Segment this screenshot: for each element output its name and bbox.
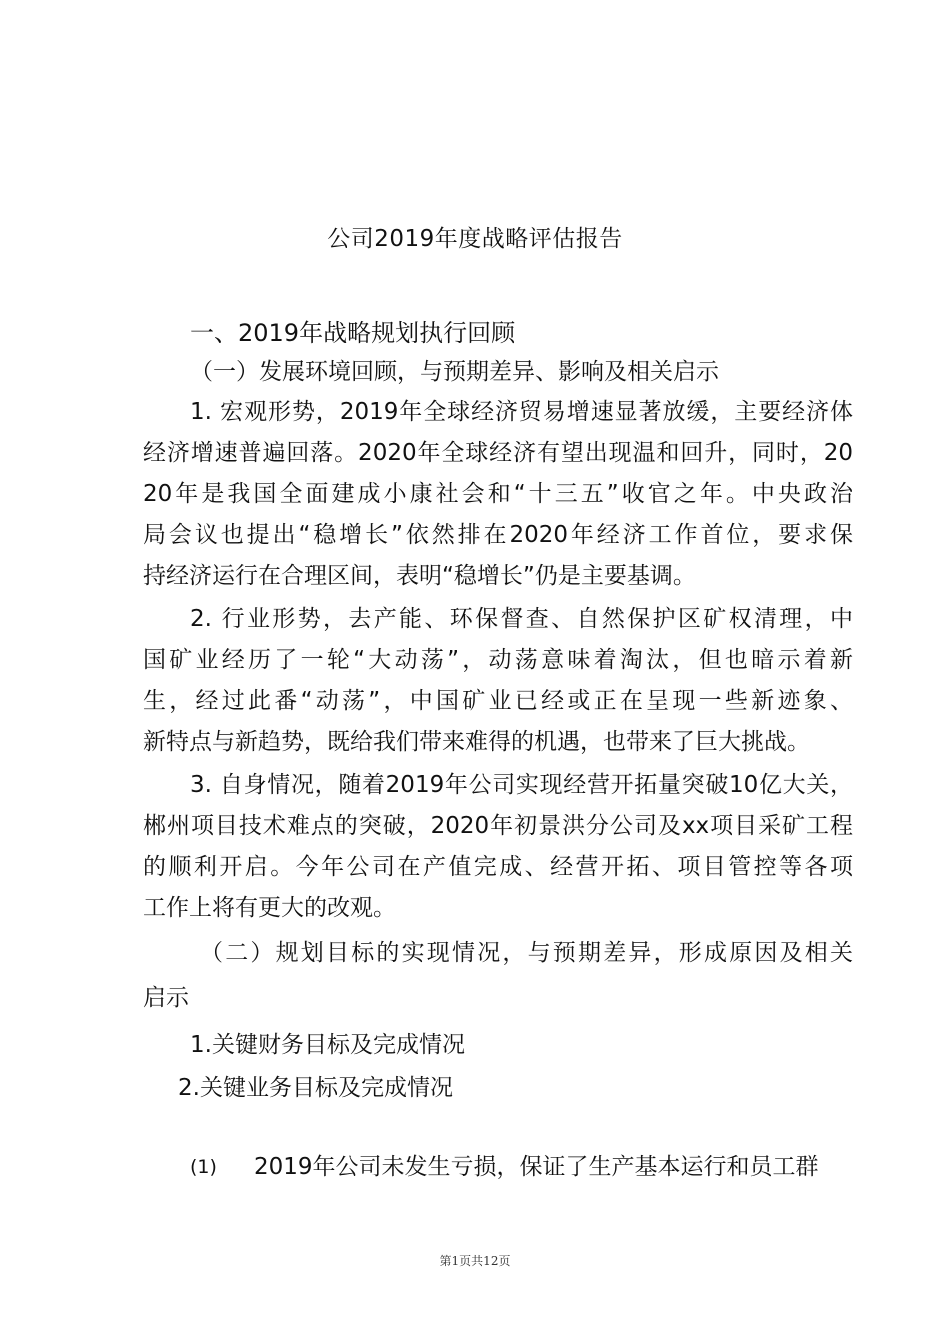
paragraph-line: 的顺利开启。今年公司在产值完成、经营开拓、项目管控等各项 (143, 854, 853, 880)
list-item: 2.关键业务目标及完成情况 (178, 1075, 453, 1101)
list-item: 1.关键财务目标及完成情况 (190, 1032, 465, 1058)
paragraph-line: 工作上将有更大的改观。 (143, 895, 396, 921)
paragraph-line: 郴州项目技术难点的突破，2020年初景洪分公司及xx项目采矿工程 (143, 813, 853, 839)
subsection-heading: （一）发展环境回顾，与预期差异、影响及相关启示 (190, 359, 719, 385)
paragraph-line: 1. 宏观形势，2019年全球经济贸易增速显著放缓，主要经济体 (190, 399, 853, 425)
page-footer: 第1页共12页 (439, 1254, 511, 1268)
section-heading: 一、2019年战略规划执行回顾 (190, 319, 516, 347)
paragraph-line: 3. 自身情况，随着2019年公司实现经营开拓量突破10亿大关， (190, 772, 853, 798)
paragraph-line: 新特点与新趋势，既给我们带来难得的机遇，也带来了巨大挑战。 (143, 729, 810, 755)
paragraph-line: 启示 (143, 985, 189, 1011)
paragraph-line: 国矿业经历了一轮“大动荡”，动荡意味着淘汰，但也暗示着新 (143, 647, 853, 673)
document-title: 公司2019年度战略评估报告 (327, 226, 623, 252)
paragraph-line: 2. 行业形势，去产能、环保督查、自然保护区矿权清理，中 (190, 606, 853, 632)
paragraph-line: 局会议也提出“稳增长”依然排在2020年经济工作首位，要求保 (143, 522, 853, 548)
paragraph-line: 2019年公司未发生亏损，保证了生产基本运行和员工群 (254, 1154, 819, 1180)
paragraph-line: 20年是我国全面建成小康社会和“十三五”收官之年。中央政治 (143, 481, 853, 507)
paragraph-line: 生，经过此番“动荡”，中国矿业已经或正在呈现一些新迹象、 (143, 688, 853, 714)
paragraph-line: 经济增速普遍回落。2020年全球经济有望出现温和回升，同时，20 (143, 440, 853, 466)
subsection-heading: （二）规划目标的实现情况，与预期差异，形成原因及相关 (200, 940, 853, 966)
paragraph-line: 持经济运行在合理区间，表明“稳增长”仍是主要基调。 (143, 563, 696, 589)
item-number: (1) (190, 1156, 217, 1178)
